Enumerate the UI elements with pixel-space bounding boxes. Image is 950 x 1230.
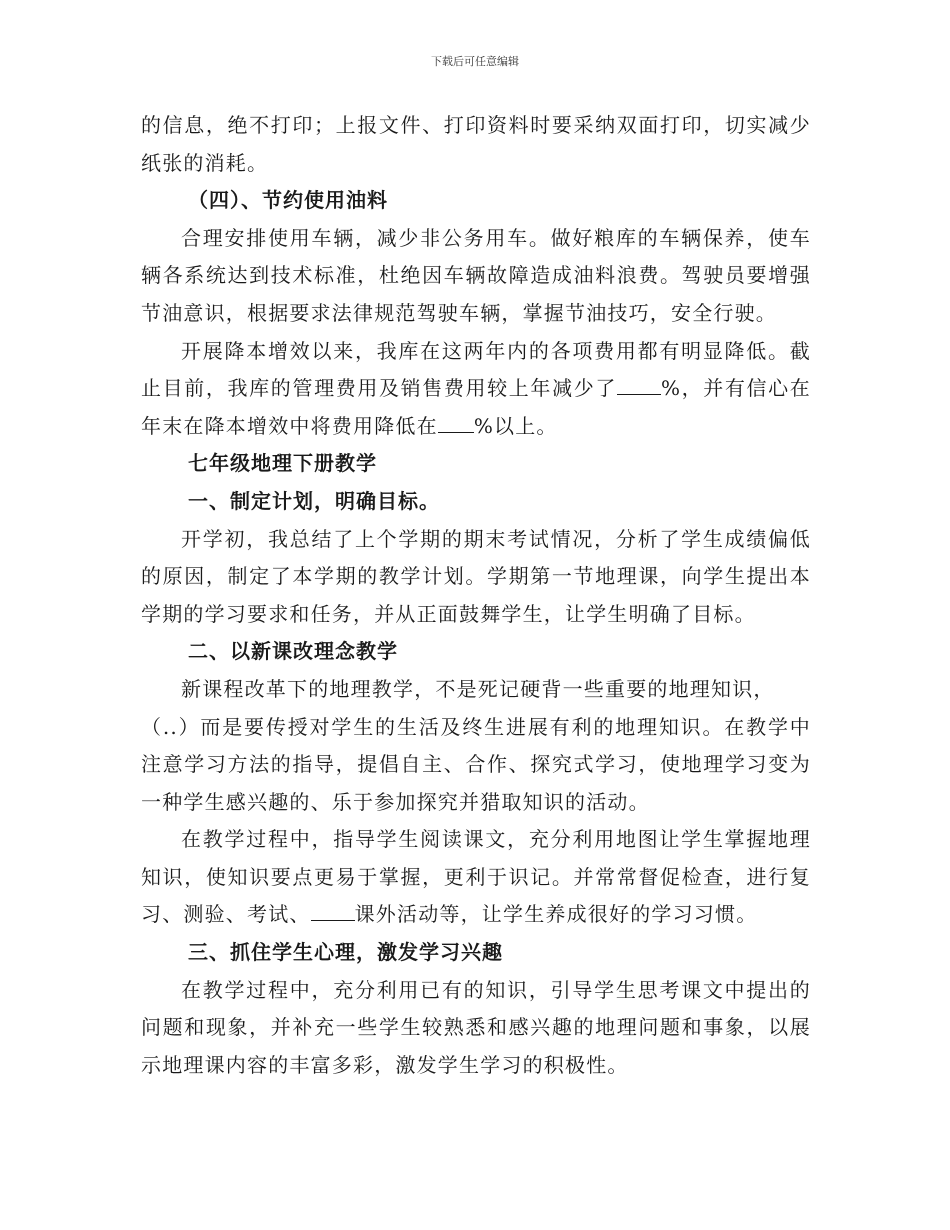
- paragraph-interest: 在教学过程中，充分利用已有的知识，引导学生思考课文中提出的问题和现象，并补充一些学生较熟悉和感兴趣的地理问题和事象，以展示地理课内容的丰富多彩，激发学生学习的积极性。: [141, 977, 811, 1077]
- paragraph-new-curriculum-b: （..）而是要传授对学生的生活及终生进展有利的地理知识。在教学中注意学习方法的指导，提倡自主、合作、探究式学习，使地理学习变为一种学生感兴趣的、乐于参加探究并猎取知识的活动。: [141, 714, 811, 814]
- paragraph-plan: 开学初，我总结了上个学期的期末考试情况，分析了学生成绩偏低的原因，制定了本学期的教学计划。学期第一节地理课，向学生提出本学期的学习要求和任务，并从正面鼓舞学生，让学生明确了目标。: [141, 526, 811, 626]
- paragraph-cost-reduction: [141, 333, 811, 446]
- document-title: 七年级地理下册教学: [188, 451, 377, 476]
- heading-save-fuel: （四）、节约使用油料: [188, 188, 388, 213]
- teaching-text-2: 课外活动等，让学生养成很好的学习习惯。: [354, 902, 758, 927]
- section-heading-3: 三、抓住学生心理，激发学习兴趣: [188, 940, 503, 965]
- blank-line: [438, 414, 474, 433]
- cost-text-3: %以上。: [473, 413, 558, 438]
- paragraph-paper-saving: 的信息，绝不打印；上报文件、打印资料时要采纳双面打印，切实减少纸张的消耗。: [141, 113, 811, 175]
- cost-text-2: %，并有信心在年末在降本增效中将费用降低在: [141, 376, 812, 438]
- document-body: [141, 107, 811, 1084]
- paragraph-new-curriculum-a: 新课程改革下的地理教学，不是死记硬背一些重要的地理知识，: [181, 676, 775, 701]
- blank-line: [311, 902, 355, 921]
- paragraph-vehicle-use: 合理安排使用车辆，减少非公务用车。做好粮库的车辆保养，使车辆各系统达到技术标准，杜绝因车辆故障造成油料浪费。驾驶员要增强节油意识，根据要求法律规范驾驶车辆，掌握节油技巧，安全行驶。: [141, 225, 811, 325]
- section-heading-2: 二、以新课改理念教学: [188, 639, 398, 664]
- blank-line: [617, 376, 661, 395]
- page-header: 下载后可任意编辑: [431, 55, 519, 68]
- teaching-text-1: 在教学过程中，指导学生阅读课文，充分利用地图让学生掌握地理知识，使知识要点更易于掌握，更利于识记。并常常督促检查，进行复习、测验、考试、: [141, 827, 811, 927]
- cost-text-1: 开展降本增效以来，我库在这两年内的各项费用都有明显降低。截止目前，我库的管理费用及销售费用较上年减少了: [141, 338, 811, 401]
- section-heading-1: 一、制定计划，明确目标。: [188, 488, 440, 513]
- paragraph-teaching-process: [141, 821, 811, 934]
